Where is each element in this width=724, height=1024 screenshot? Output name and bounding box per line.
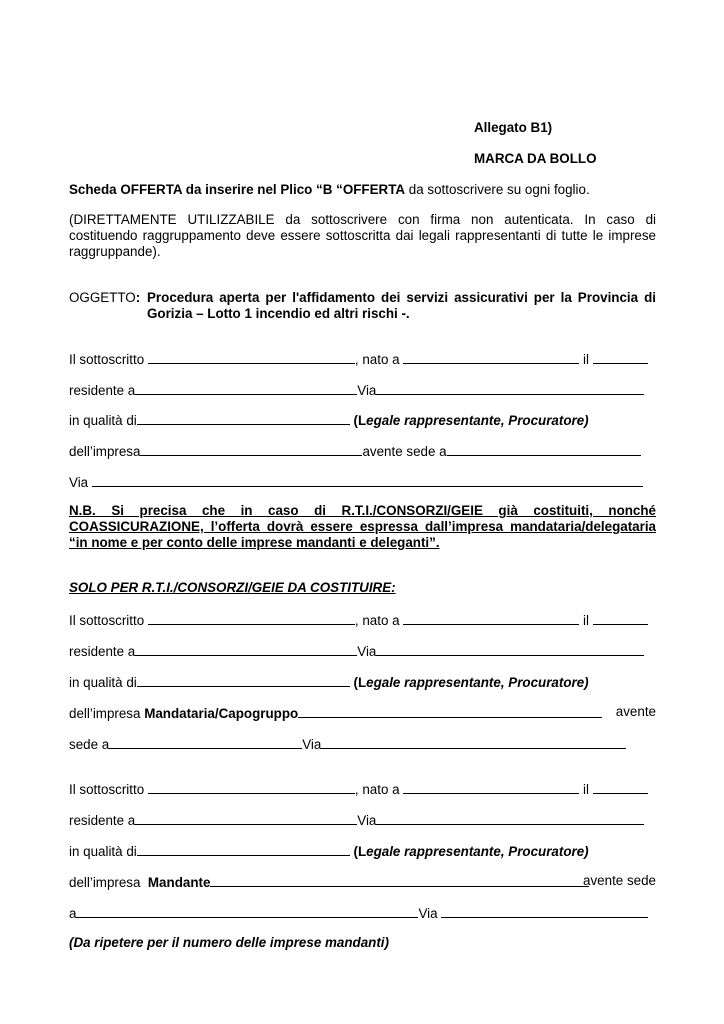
roles-hint: egale rappresentante, Procuratore) [366, 675, 589, 690]
via-label: Via [357, 813, 377, 828]
street-field[interactable] [376, 381, 644, 395]
avente-label: avente [615, 704, 656, 719]
roles-prefix: (L [353, 844, 367, 859]
company-label: dell’impresa [69, 875, 141, 890]
birthplace-field[interactable] [403, 780, 579, 794]
via-label: Via [69, 475, 89, 490]
residence-field[interactable] [135, 811, 357, 825]
subject-label-text: OGGETTO [69, 290, 136, 305]
intro-part1: Scheda OFFERTA da inserire nel Plico “ [69, 182, 323, 197]
company-label: dell’impresa [69, 444, 141, 459]
date-label: il [583, 352, 589, 367]
seat-label: sede a [69, 737, 110, 752]
capacity-field[interactable] [137, 673, 350, 687]
birthdate-field[interactable] [593, 611, 648, 625]
section2-title: SOLO PER R.T.I./CONSORZI/GEIE DA COSTITUIRE: [69, 580, 396, 595]
name-field[interactable] [148, 611, 355, 625]
roles-hint: egale rappresentante, Procuratore) [366, 413, 589, 428]
intro-line [69, 182, 590, 198]
capacity-label: in qualità di [69, 844, 137, 859]
capacity-row [69, 411, 589, 429]
roles-prefix: (L [353, 675, 367, 690]
mandante-street-field[interactable] [441, 904, 648, 918]
capacity-label: in qualità di [69, 675, 137, 690]
capacity-label: in qualità di [69, 413, 137, 428]
subject-line-2: Gorizia – Lotto 1 incendio ed altri rischi -. [147, 306, 410, 321]
lead-street-field[interactable] [321, 735, 626, 749]
residence-row [69, 642, 644, 660]
via-label: Via [357, 383, 377, 398]
stamp-label: MARCA DA BOLLO [474, 151, 597, 166]
nb-paragraph: N.B. Si precisa che in caso di R.T.I./CONSORZI/GEIE già costituiti, nonché COASSICURAZIONE, l’offerta dovrà essere espressa dall’impresa mandataria/delegataria “in nome e per conto delle imprese mandanti e deleganti”. [69, 503, 656, 550]
residence-row [69, 381, 644, 399]
birthplace-field[interactable] [403, 611, 579, 625]
date-label: il [583, 613, 589, 628]
residence-row [69, 811, 644, 829]
birthplace-field[interactable] [403, 350, 579, 364]
lead-seat-field[interactable] [109, 735, 302, 749]
mandante-label: Mandante [147, 875, 211, 890]
note-paragraph: (DIRETTAMENTE UTILIZZABILE da sottoscrivere con firma non autenticata. In caso di costituendo raggruppamento deve essere sottoscritta dai legali rappresentanti di tutte le imprese raggruppande). [69, 212, 656, 259]
street-field[interactable] [376, 811, 644, 825]
roles-prefix: (L [353, 413, 367, 428]
annex-label: Allegato B1) [474, 120, 553, 135]
mandante-company-row [69, 873, 589, 891]
via-label: Via [418, 906, 438, 921]
intro-part2: B “OFFERTA [322, 182, 406, 197]
birthdate-field[interactable] [593, 780, 648, 794]
capacity-field[interactable] [137, 411, 350, 425]
born-label: , nato a [354, 782, 400, 797]
mandante-seat-row [69, 904, 648, 922]
residence-field[interactable] [135, 381, 357, 395]
company-label: dell’impresa [69, 706, 141, 721]
signer-row [69, 780, 648, 798]
company-field[interactable] [140, 442, 362, 456]
signer-row [69, 611, 648, 629]
name-field[interactable] [148, 350, 355, 364]
mandante-seat-field[interactable] [76, 904, 418, 918]
avente-sede-label: avente sede [583, 873, 656, 888]
mandante-field[interactable] [210, 873, 589, 887]
subject-colon: : [135, 290, 141, 305]
via-label: Via [302, 737, 322, 752]
born-label: , nato a [354, 613, 400, 628]
intro-part3: da sottoscrivere su ogni foglio. [405, 182, 590, 197]
capacity-row [69, 842, 589, 860]
lead-company-field[interactable] [298, 704, 602, 718]
company-row [69, 442, 641, 460]
seat-field[interactable] [447, 442, 641, 456]
via-label: Via [357, 644, 377, 659]
address-field[interactable] [92, 473, 643, 487]
signer-label: Il sottoscritto [69, 782, 145, 797]
seat-label: avente sede a [362, 444, 447, 459]
residence-label: residente a [69, 383, 136, 398]
born-label: , nato a [354, 352, 400, 367]
signer-label: Il sottoscritto [69, 352, 145, 367]
residence-field[interactable] [135, 642, 357, 656]
footer-note: (Da ripetere per il numero delle imprese mandanti) [69, 935, 389, 950]
capacity-row [69, 673, 589, 691]
roles-hint: egale rappresentante, Procuratore) [366, 844, 589, 859]
lead-company-row [69, 704, 602, 722]
lead-seat-row [69, 735, 626, 753]
residence-label: residente a [69, 644, 136, 659]
street-field[interactable] [376, 642, 644, 656]
subject-label [69, 290, 140, 306]
signer-row [69, 350, 648, 368]
residence-label: residente a [69, 813, 136, 828]
date-label: il [583, 782, 589, 797]
address-row [69, 473, 643, 491]
seat-a-label: a [69, 906, 77, 921]
subject-line-1: Procedura aperta per l'affidamento dei servizi assicurativi per la Provincia di [147, 290, 656, 305]
signer-label: Il sottoscritto [69, 613, 145, 628]
lead-company-label: Mandataria/Capogruppo [144, 706, 299, 721]
birthdate-field[interactable] [593, 350, 648, 364]
capacity-field[interactable] [137, 842, 350, 856]
name-field[interactable] [148, 780, 355, 794]
